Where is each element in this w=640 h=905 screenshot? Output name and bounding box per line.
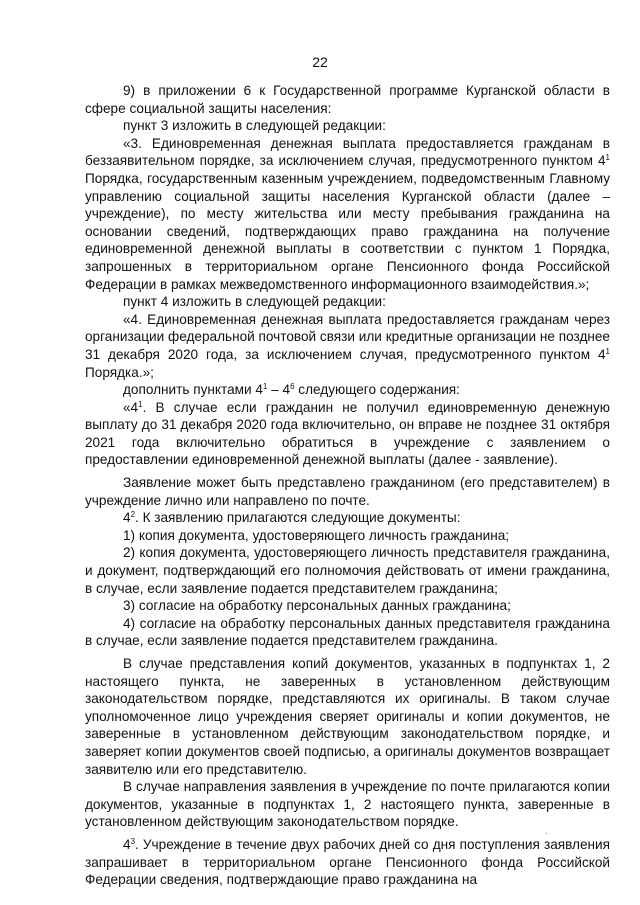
paragraph-2 — [85, 117, 610, 135]
superscript: 2 — [130, 510, 136, 520]
paragraph-text: «4 — [123, 399, 139, 415]
paragraph-text: . К заявлению прилагаются следующие документы: — [135, 510, 461, 526]
paragraph-text: Порядка.»; — [85, 364, 154, 380]
paragraph-text: В случае представления копий документов, указанных в подпунктах 1, 2 настоящего пункта, не заверенных в установленном действующим законодательством порядке, представляются их оригиналы. В таком случае уполномоченное лицо учреждения сверяет оригиналы и копии документов, не заверенные в установленном действующим законодательством порядке, и заверяет копии документов своей подписью, а оригиналы документов возвращает заявителю или его представителю. — [85, 656, 610, 777]
paragraph-text: . Учреждение в течение двух рабочих дней со дня поступления заявления запрашивает в территориальном органе Пенсионного фонда Российской Федерации сведения, подтверждающие право гражданина на — [85, 836, 610, 888]
paragraph-1 — [85, 82, 610, 117]
paragraph-text: пункт 3 изложить в следующей редакции: — [123, 118, 386, 134]
superscript: 1 — [605, 346, 610, 356]
paragraph-text: – 4 — [267, 382, 291, 398]
document-body — [85, 82, 610, 889]
paragraph-text: 2) копия документа, удостоверяющего личность представителя гражданина, и документ, подтверждающий его полномочия действовать от имени гражданина, в случае, если заявление подается представителем гражданина; — [85, 545, 610, 596]
paragraph-text: следующего содержания: — [294, 382, 460, 398]
superscript: 1 — [262, 382, 268, 392]
paragraph-text: 4 — [123, 510, 131, 526]
paragraph-6 — [85, 381, 610, 399]
paragraph-11 — [85, 544, 610, 597]
paragraph-text: Заявление может быть представлено гражданином (его представителем) в учреждение лично или направлено по почте. — [85, 475, 610, 508]
paragraph-text: пункт 4 изложить в следующей редакции: — [123, 294, 386, 310]
paragraph-8 — [85, 474, 610, 509]
paragraph-16 — [85, 836, 610, 889]
paragraph-text: 9) в приложении 6 к Государственной программе Курганской области в сфере социальной защиты населения: — [85, 83, 610, 116]
paragraph-text: В случае направления заявления в учреждение по почте прилагаются копии документов, указанные в подпунктах 1, 2 настоящего пункта, заверенные в установленном действующим законодательством порядке. — [85, 779, 610, 830]
paragraph-3 — [85, 135, 610, 293]
paragraph-text: 4 — [123, 836, 131, 852]
paragraph-text: «3. Единовременная денежная выплата предоставляется гражданам в беззаявительном порядке, за исключением случая, предусмотренного пунктом 4 — [85, 135, 610, 169]
paragraph-4 — [85, 293, 610, 311]
paragraph-15 — [85, 778, 610, 831]
paragraph-13 — [85, 615, 610, 650]
paragraph-7 — [85, 399, 610, 469]
paragraph-14 — [85, 655, 610, 778]
superscript: 1 — [605, 153, 610, 163]
paragraph-text: 1) копия документа, удостоверяющего личность гражданина; — [123, 527, 510, 543]
superscript: 6 — [290, 382, 295, 392]
paragraph-9 — [85, 509, 610, 527]
scan-speck: . — [545, 826, 548, 837]
paragraph-5 — [85, 311, 610, 381]
paragraph-text: . В случае если гражданин не получил единовременную денежную выплату до 31 декабря 2020 года включительно, он вправе не позднее 31 октября 2021 года включительно обратиться в учреждение с заявлением о предоставлении единовременной денежной выплаты (далее - заявление). — [85, 399, 610, 468]
paragraph-10 — [85, 527, 610, 545]
superscript: 3 — [130, 836, 136, 846]
paragraph-text: 4) согласие на обработку персональных данных представителя гражданина в случае, если заявление подается представителем гражданина. — [85, 615, 610, 649]
paragraph-text: Порядка, государственным казенным учреждением, подведомственным Главному управлению социальной защиты населения Курганской области (далее – учреждение), по месту жительства или месту пребывания гражданина на основании сведений, подтверждающих право гражданина на получение единовременной денежной выплаты в соответствии с пунктом 1 Порядка, запрошенных в территориальном органе Пенсионного фонда Российской Федерации в рамках межведомственного информационного взаимодействия.»; — [85, 170, 610, 292]
paragraph-text: 3) согласие на обработку персональных данных гражданина; — [123, 598, 511, 614]
superscript: 1 — [138, 399, 143, 409]
paragraph-12 — [85, 597, 610, 615]
paragraph-text: «4. Единовременная денежная выплата предоставляется гражданам через организации федеральной почтовой связи или кредитные организации не позднее 31 декабря 2020 года, за исключением случая, предусмотренного пунктом 4 — [85, 311, 610, 362]
paragraph-text: дополнить пунктами 4 — [123, 382, 263, 398]
page-number: 22 — [312, 54, 328, 70]
